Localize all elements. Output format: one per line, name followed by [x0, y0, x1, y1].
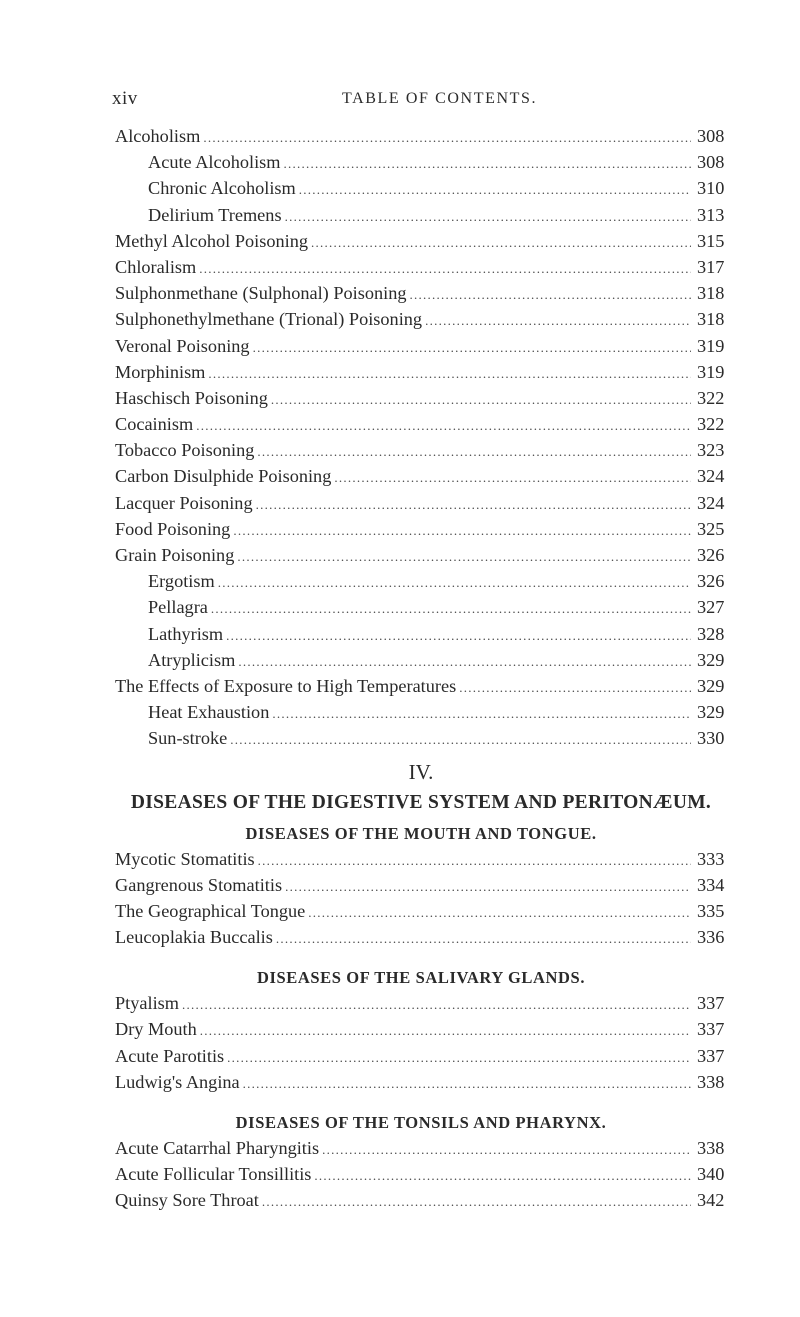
toc-entry-label: Acute Parotitis: [115, 1045, 225, 1066]
toc-entry-page-number: 323: [697, 440, 725, 461]
dot-leader: [233, 523, 691, 539]
toc-entry: [115, 388, 727, 414]
dot-leader: [203, 130, 691, 146]
table-of-contents: [115, 126, 727, 1217]
toc-entry-page-number: 315: [697, 230, 725, 251]
dot-leader: [200, 1023, 691, 1039]
toc-entry-label: Cocainism: [115, 414, 194, 435]
toc-entry-label: Ptyalism: [115, 993, 179, 1014]
toc-entry-page-number: 330: [697, 728, 725, 749]
toc-entry-page-number: 337: [697, 1019, 725, 1040]
toc-entry-page-number: 334: [697, 874, 725, 895]
dot-leader: [238, 654, 691, 670]
dot-leader: [199, 261, 691, 277]
toc-entry-page-number: 326: [697, 571, 725, 592]
toc-entry-label: Grain Poisoning: [115, 545, 235, 565]
toc-entry: [115, 1138, 727, 1164]
dot-leader: [237, 549, 691, 565]
toc-entry-page-number: 338: [697, 1071, 725, 1092]
dot-leader: [271, 392, 691, 408]
toc-entry-label: Pellagra: [148, 597, 208, 618]
toc-entry-page-number: 325: [697, 518, 725, 539]
toc-entry-page-number: 342: [697, 1190, 725, 1211]
toc-entry-page-number: 324: [697, 492, 725, 513]
toc-entry-page-number: 324: [697, 466, 725, 487]
toc-entry: [115, 875, 727, 901]
toc-entry-label: Heat Exhaustion: [148, 702, 270, 723]
dot-leader: [272, 706, 691, 722]
dot-leader: [243, 1076, 691, 1092]
toc-entry-page-number: 319: [697, 335, 725, 356]
toc-entry-label: Delirium Tremens: [148, 204, 282, 225]
toc-entry: [115, 927, 727, 953]
toc-entry: [115, 414, 727, 440]
part-title: DISEASES OF THE DIGESTIVE SYSTEM AND PERITONÆUM.: [130, 791, 712, 813]
dot-leader: [226, 628, 691, 644]
dot-leader: [257, 444, 691, 460]
toc-entry-label: Leucoplakia Buccalis: [115, 927, 273, 948]
part-number: IV.: [408, 759, 434, 784]
toc-entry-label: Ludwig's Angina: [115, 1071, 240, 1092]
toc-entry: [115, 1046, 727, 1072]
toc-entry: [115, 849, 727, 875]
toc-entry: [115, 336, 727, 362]
toc-entry-label: Methyl Alcohol Poisoning: [115, 230, 308, 251]
toc-entry-page-number: 329: [697, 675, 725, 696]
toc-entry-label: Morphinism: [115, 361, 206, 382]
dot-leader: [182, 997, 691, 1013]
dot-leader: [218, 575, 691, 591]
toc-entry-label: Ergotism: [148, 571, 215, 592]
toc-entry-label: Dry Mouth: [115, 1019, 197, 1040]
toc-entries-group-1: [115, 126, 727, 755]
toc-entry-label: Sulphonmethane (Sulphonal) Poisoning: [115, 283, 407, 304]
dot-leader: [334, 470, 691, 486]
section-title: DISEASES OF THE SALIVARY GLANDS.: [256, 968, 586, 988]
dot-leader: [196, 418, 691, 434]
toc-entry-page-number: 318: [697, 283, 725, 304]
toc-entry-page-number: 318: [697, 309, 725, 330]
toc-entry-label: Veronal Poisoning: [115, 335, 250, 356]
toc-entry-page-number: 327: [697, 597, 725, 618]
page-title: TABLE OF CONTENTS.: [342, 90, 538, 107]
toc-entry-label: The Geographical Tongue: [115, 900, 306, 921]
toc-entry-label: Tobacco Poisoning: [115, 440, 255, 461]
toc-entry-page-number: 322: [697, 414, 725, 435]
dot-leader: [311, 235, 691, 251]
dot-leader: [258, 853, 691, 869]
toc-entry: [115, 440, 727, 466]
dot-leader: [211, 601, 691, 617]
dot-leader: [425, 313, 691, 329]
toc-entry: [115, 362, 727, 388]
toc-entry-label: Atryplicism: [148, 649, 236, 670]
section-title: DISEASES OF THE MOUTH AND TONGUE.: [245, 823, 597, 843]
dot-leader: [322, 1142, 691, 1158]
toc-entry-label: Food Poisoning: [115, 518, 231, 539]
toc-entry: [115, 205, 727, 231]
toc-entry: [115, 624, 727, 650]
toc-entry-page-number: 317: [697, 256, 725, 277]
running-head: [112, 88, 722, 112]
dot-leader: [299, 182, 691, 198]
toc-entry-label: Gangrenous Stomatitis: [115, 874, 283, 895]
toc-entry-page-number: 308: [697, 152, 725, 173]
toc-entry-page-number: 326: [697, 545, 725, 565]
toc-entry-page-number: 337: [697, 1045, 725, 1066]
dot-leader: [409, 287, 691, 303]
dot-leader: [276, 931, 691, 947]
toc-entry-page-number: 340: [697, 1164, 725, 1185]
toc-entry-label: Carbon Disulphide Poisoning: [115, 466, 332, 487]
page-folio: xiv: [112, 88, 138, 109]
toc-entry: [115, 466, 727, 492]
toc-entry-label: Acute Catarrhal Pharyngitis: [115, 1138, 320, 1158]
dot-leader: [284, 156, 691, 172]
toc-entry: [115, 650, 727, 676]
toc-entry-page-number: 335: [697, 900, 725, 921]
toc-entry-label: The Effects of Exposure to High Temperatures: [115, 675, 457, 696]
toc-sections: [115, 819, 727, 1217]
toc-entry-label: Chronic Alcoholism: [148, 178, 296, 199]
toc-entry-label: Haschisch Poisoning: [115, 387, 268, 408]
dot-leader: [314, 1168, 691, 1184]
toc-entry: [115, 309, 727, 335]
toc-entry-page-number: 337: [697, 993, 725, 1014]
toc-entry-label: Lathyrism: [148, 623, 224, 644]
toc-entry-label: Mycotic Stomatitis: [115, 848, 255, 869]
toc-entry-page-number: 338: [697, 1138, 725, 1158]
toc-entry: [115, 993, 727, 1019]
toc-entry-label: Alcoholism: [115, 126, 201, 146]
dot-leader: [208, 366, 691, 382]
toc-entry-label: Acute Alcoholism: [148, 152, 281, 173]
dot-leader: [262, 1194, 691, 1210]
section-title: DISEASES OF THE TONSILS AND PHARYNX.: [235, 1113, 607, 1132]
dot-leader: [253, 340, 691, 356]
toc-entry-label: Quinsy Sore Throat: [115, 1190, 259, 1211]
toc-entry-label: Chloralism: [115, 256, 197, 277]
toc-entry-label: Lacquer Poisoning: [115, 492, 253, 513]
toc-entry: [115, 1072, 727, 1098]
toc-entry: [115, 231, 727, 257]
toc-entry: [115, 901, 727, 927]
toc-entry-page-number: 329: [697, 702, 725, 723]
dot-leader: [308, 905, 691, 921]
toc-entry-page-number: 322: [697, 387, 725, 408]
toc-entry-page-number: 310: [697, 178, 725, 199]
toc-entry: [115, 571, 727, 597]
toc-entry-page-number: 319: [697, 361, 725, 382]
toc-entry: [115, 283, 727, 309]
toc-entry: [115, 1190, 727, 1216]
toc-entry-page-number: 333: [697, 848, 725, 869]
dot-leader: [285, 209, 691, 225]
toc-entry: [115, 1164, 727, 1190]
toc-entry: [115, 676, 727, 702]
toc-entry-label: Acute Follicular Tonsillitis: [115, 1164, 312, 1185]
toc-entry: [115, 493, 727, 519]
toc-entry-page-number: 328: [697, 623, 725, 644]
dot-leader: [227, 1050, 691, 1066]
dot-leader: [256, 497, 691, 513]
toc-entry: [115, 728, 727, 754]
toc-entry-page-number: 336: [697, 927, 725, 948]
toc-entry: [115, 257, 727, 283]
toc-entry: [115, 519, 727, 545]
toc-entry: [115, 152, 727, 178]
toc-entry: [115, 1019, 727, 1045]
toc-entry-page-number: 313: [697, 204, 725, 225]
toc-entry-page-number: 329: [697, 649, 725, 670]
dot-leader: [230, 732, 691, 748]
toc-entry: [115, 597, 727, 623]
toc-entry: [115, 702, 727, 728]
dot-leader: [285, 879, 691, 895]
toc-entry: [115, 126, 727, 152]
toc-entry-page-number: 308: [697, 126, 725, 146]
toc-entry-label: Sun-stroke: [148, 728, 228, 749]
toc-entry: [115, 178, 727, 204]
dot-leader: [459, 680, 691, 696]
toc-entry: [115, 545, 727, 571]
toc-entry-label: Sulphonethylmethane (Trional) Poisoning: [115, 309, 423, 330]
